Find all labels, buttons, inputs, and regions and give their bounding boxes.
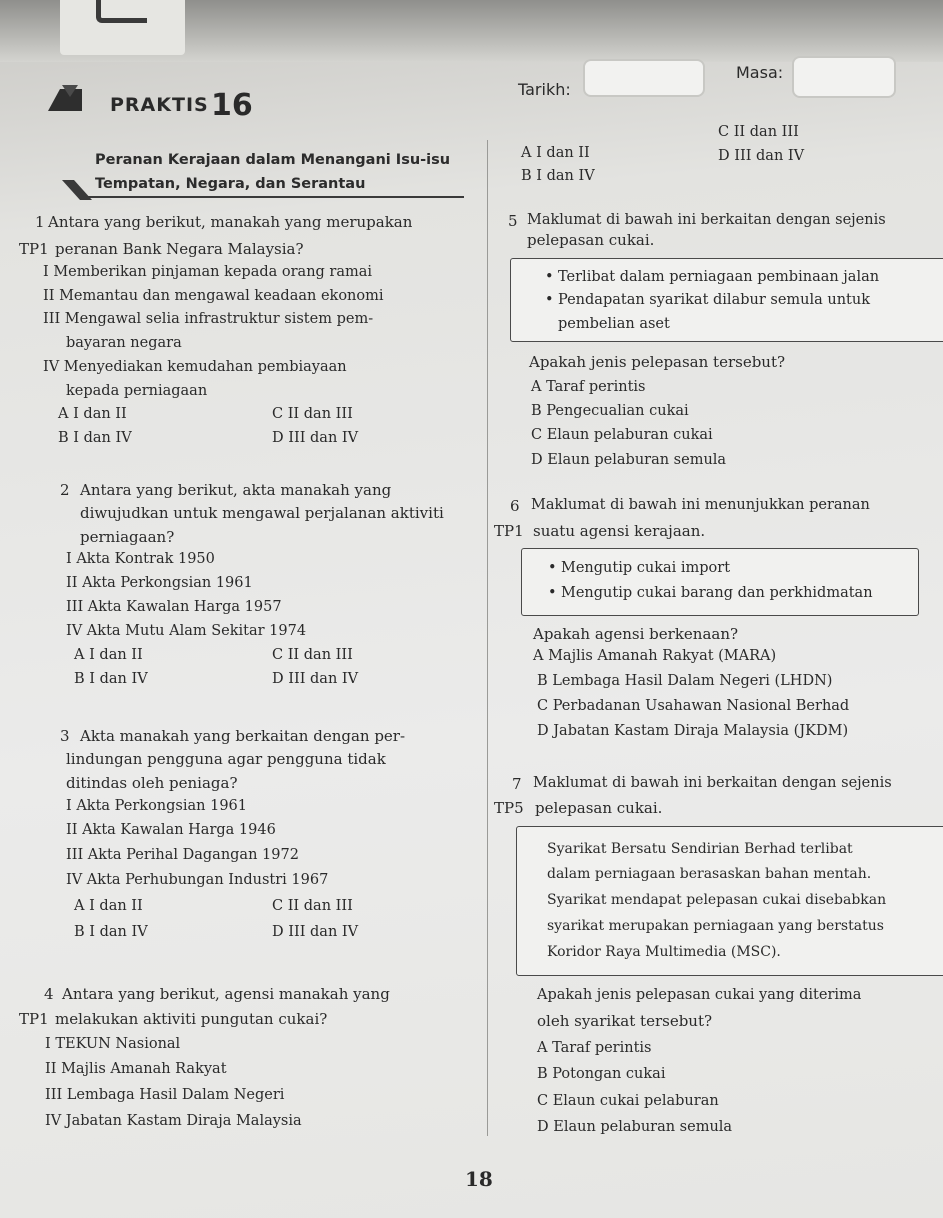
q1-item-ii: II Memantau dan mengawal keadaan ekonomi — [43, 288, 384, 304]
q6-option-c[interactable]: C Perbadanan Usahawan Nasional Berhad — [537, 698, 850, 714]
q1-item-iv-line1: IV Menyediakan kemudahan pembiayaan — [43, 359, 347, 375]
q4-option-a[interactable]: A I dan II — [521, 145, 590, 161]
q5-option-d[interactable]: D Elaun pelaburan semula — [531, 452, 727, 468]
top-binding-band — [0, 0, 943, 62]
q6-stem-line1: Maklumat di bawah ini menunjukkan peranan — [531, 497, 870, 513]
q4-option-b[interactable]: B I dan IV — [521, 168, 595, 184]
q3-stem-line2: lindungan pengguna agar pengguna tidak — [66, 750, 386, 768]
q2-item-i: I Akta Kontrak 1950 — [66, 551, 215, 567]
q2-option-c[interactable]: C II dan III — [272, 647, 353, 663]
q3-option-c[interactable]: C II dan III — [272, 898, 353, 914]
q2-stem-line2: diwujudkan untuk mengawal perjalanan aktiviti — [80, 504, 444, 522]
q7-question-line1: Apakah jenis pelepasan cukai yang diterima — [537, 987, 862, 1003]
q4-option-c[interactable]: C II dan III — [718, 124, 799, 140]
topic-marker-icon — [62, 180, 92, 202]
q4-item-i: I TEKUN Nasional — [45, 1036, 181, 1052]
tarikh-field[interactable] — [583, 59, 705, 97]
q4-item-iv: IV Jabatan Kastam Diraja Malaysia — [45, 1113, 302, 1129]
q1-item-iii-line2: bayaran negara — [66, 335, 182, 351]
column-divider — [487, 140, 488, 1136]
q7-box-line1: Syarikat Bersatu Sendirian Berhad terlibat — [547, 841, 853, 857]
q2-item-iii: III Akta Kawalan Harga 1957 — [66, 599, 282, 615]
q7-box-line5: Koridor Raya Multimedia (MSC). — [547, 944, 781, 960]
topic-title-line1: Peranan Kerajaan dalam Menangani Isu-isu — [95, 152, 451, 168]
q3-item-i: I Akta Perkongsian 1961 — [66, 798, 248, 814]
masa-label: Masa: — [736, 63, 784, 82]
q2-option-d[interactable]: D III dan IV — [272, 671, 359, 687]
q5-option-a[interactable]: A Taraf perintis — [531, 379, 646, 395]
q3-item-iv: IV Akta Perhubungan Industri 1967 — [66, 872, 329, 888]
q5-option-b[interactable]: B Pengecualian cukai — [531, 403, 689, 419]
q4-item-ii: II Majlis Amanah Rakyat — [45, 1061, 227, 1077]
masa-field[interactable] — [792, 56, 896, 98]
q6-option-d[interactable]: D Jabatan Kastam Diraja Malaysia (JKDM) — [537, 723, 849, 739]
q3-option-d[interactable]: D III dan IV — [272, 924, 359, 940]
q1-number: 1 — [35, 213, 45, 231]
q1-stem-line1: Antara yang berikut, manakah yang merupakan — [48, 213, 413, 231]
q1-tag: TP1 — [19, 240, 49, 258]
q7-tag: TP5 — [494, 799, 524, 817]
q5-bullet-2-line2: pembelian aset — [558, 316, 670, 332]
q6-option-a[interactable]: A Majlis Amanah Rakyat (MARA) — [533, 648, 777, 664]
q7-option-d[interactable]: D Elaun pelaburan semula — [537, 1119, 733, 1135]
q7-option-b[interactable]: B Potongan cukai — [537, 1066, 666, 1082]
q6-option-b[interactable]: B Lembaga Hasil Dalam Negeri (LHDN) — [537, 673, 833, 689]
q6-bullet-2: • Mengutip cukai barang dan perkhidmatan — [561, 585, 873, 601]
q2-item-iv: IV Akta Mutu Alam Sekitar 1974 — [66, 623, 307, 639]
q7-number: 7 — [512, 775, 522, 793]
q7-option-c[interactable]: C Elaun cukai pelaburan — [537, 1093, 719, 1109]
q1-item-iv-line2: kepada perniagaan — [66, 383, 208, 399]
q5-bullet-2-line1: • Pendapatan syarikat dilabur semula untuk — [558, 292, 870, 308]
q4-stem-line2: melakukan aktiviti pungutan cukai? — [55, 1010, 328, 1028]
q6-stem-line2: suatu agensi kerajaan. — [533, 522, 706, 540]
q4-option-d[interactable]: D III dan IV — [718, 148, 805, 164]
q7-question-line2: oleh syarikat tersebut? — [537, 1012, 713, 1030]
q3-item-ii: II Akta Kawalan Harga 1946 — [66, 822, 276, 838]
q2-option-a[interactable]: A I dan II — [74, 647, 143, 663]
q6-tag: TP1 — [494, 522, 524, 540]
q4-tag: TP1 — [19, 1010, 49, 1028]
praktis-label: PRAKTIS — [110, 94, 209, 116]
q6-question: Apakah agensi berkenaan? — [533, 625, 739, 643]
q6-bullet-1: • Mengutip cukai import — [561, 560, 730, 576]
q7-box-line4: syarikat merupakan perniagaan yang berstatus — [547, 918, 884, 934]
tab-marker — [60, 0, 185, 55]
q1-option-a[interactable]: A I dan II — [58, 406, 127, 422]
q2-number: 2 — [60, 481, 70, 499]
q7-box-line2: dalam perniagaan berasaskan bahan mentah. — [547, 866, 872, 882]
q1-option-b[interactable]: B I dan IV — [58, 430, 132, 446]
topic-title-line2: Tempatan, Negara, dan Serantau — [95, 176, 366, 192]
q2-item-ii: II Akta Perkongsian 1961 — [66, 575, 253, 591]
q6-info-box — [521, 548, 919, 616]
q7-stem-line1: Maklumat di bawah ini berkaitan dengan sejenis — [533, 775, 892, 791]
q2-stem-line1: Antara yang berikut, akta manakah yang — [80, 481, 392, 499]
q4-number: 4 — [44, 985, 54, 1003]
q7-option-a[interactable]: A Taraf perintis — [537, 1040, 652, 1056]
q5-stem-line2: pelepasan cukai. — [527, 231, 655, 249]
q2-stem-line3: perniagaan? — [80, 528, 175, 546]
q5-bullet-1: • Terlibat dalam perniagaan pembinaan jalan — [558, 269, 879, 285]
q1-item-i: I Memberikan pinjaman kepada orang ramai — [43, 264, 373, 280]
q5-option-c[interactable]: C Elaun pelaburan cukai — [531, 427, 713, 443]
q1-stem-line2: peranan Bank Negara Malaysia? — [55, 240, 304, 258]
q3-option-a[interactable]: A I dan II — [74, 898, 143, 914]
praktis-badge-icon — [48, 85, 82, 113]
q1-option-c[interactable]: C II dan III — [272, 406, 353, 422]
q1-item-iii-line1: III Mengawal selia infrastruktur sistem pem- — [43, 311, 374, 327]
q3-item-iii: III Akta Perihal Dagangan 1972 — [66, 847, 299, 863]
topic-underline — [84, 196, 464, 198]
q3-option-b[interactable]: B I dan IV — [74, 924, 148, 940]
q4-item-iii: III Lembaga Hasil Dalam Negeri — [45, 1087, 285, 1103]
q3-stem-line1: Akta manakah yang berkaitan dengan per- — [80, 727, 406, 745]
praktis-number: 16 — [211, 88, 253, 123]
q2-option-b[interactable]: B I dan IV — [74, 671, 148, 687]
tab-glyph-icon — [96, 0, 147, 23]
tarikh-label: Tarikh: — [518, 80, 571, 99]
page-number: 18 — [465, 1167, 493, 1191]
q5-stem-line1: Maklumat di bawah ini berkaitan dengan sejenis — [527, 212, 886, 228]
q5-number: 5 — [508, 212, 518, 230]
q7-box-line3: Syarikat mendapat pelepasan cukai disebabkan — [547, 892, 887, 908]
q6-number: 6 — [510, 497, 520, 515]
q1-option-d[interactable]: D III dan IV — [272, 430, 359, 446]
q3-stem-line3: ditindas oleh peniaga? — [66, 774, 238, 792]
q7-stem-line2: pelepasan cukai. — [535, 799, 663, 817]
q3-number: 3 — [60, 727, 70, 745]
q4-stem-line1: Antara yang berikut, agensi manakah yang — [62, 985, 390, 1003]
q5-question: Apakah jenis pelepasan tersebut? — [529, 353, 786, 371]
